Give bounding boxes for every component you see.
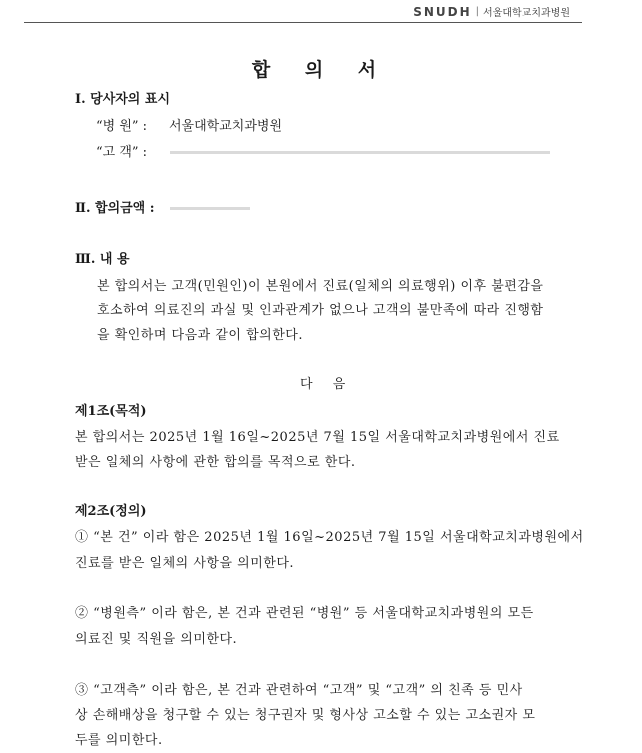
article-1-line-2: 받은 일체의 사항에 관한 합의를 목적으로 한다. <box>75 455 356 470</box>
article-1-line-1: 본 합의서는 2025년 1월 16일~2025년 7월 15일 서울대학교치과병원에서 진료 <box>75 430 560 445</box>
letterhead <box>413 4 570 19</box>
header-rule <box>24 22 582 23</box>
article-2-item-2-line-2: 의료진 및 직원을 의미한다. <box>75 632 238 647</box>
hospital-value: 서울대학교치과병원 <box>169 119 283 134</box>
article-2-item-3-line-1: ③ “고객측” 이라 함은, 본 건과 관련하여 “고객” 및 “고객” 의 친족 등 민사 <box>75 683 523 698</box>
document-title: 합 의 서 <box>251 59 391 81</box>
article-2-item-1-line-2: 진료를 받은 일체의 사항을 의미한다. <box>75 556 295 571</box>
article-2-item-2-line-1: ② “병원측” 이라 함은, 본 건과 관련된 “병원” 등 서울대학교치과병원의 모든 <box>75 606 534 621</box>
redacted-amount <box>170 207 250 210</box>
hospital-logo: SNUDH <box>413 4 472 19</box>
article-1-heading: 제1조(목적) <box>75 404 147 419</box>
next-heading: 다 음 <box>300 377 354 392</box>
client-label: “고 객” : <box>96 145 148 160</box>
content-line-3: 을 확인하며 다음과 같이 합의한다. <box>97 328 303 343</box>
header-separator: | <box>475 6 480 17</box>
content-line-2: 호소하여 의료진의 과실 및 인과관계가 없으나 고객의 불만족에 따라 진행함 <box>97 303 544 318</box>
section-2-heading: Ⅱ. 합의금액 : <box>75 201 155 216</box>
article-2-item-3-line-3: 두를 의미한다. <box>75 733 163 748</box>
hospital-label: “병 원” : <box>96 119 148 134</box>
article-2-heading: 제2조(정의) <box>75 504 147 519</box>
section-1-heading: Ⅰ. 당사자의 표시 <box>75 92 171 107</box>
content-line-1: 본 합의서는 고객(민원인)이 본원에서 진료(일체의 의료행위) 이후 불편감을 <box>97 279 544 294</box>
redacted-client-info <box>170 151 550 154</box>
article-2-item-3-line-2: 상 손해배상을 청구할 수 있는 청구권자 및 형사상 고소할 수 있는 고소권자 모 <box>75 708 536 723</box>
section-3-heading: Ⅲ. 내 용 <box>75 252 130 267</box>
header-hospital-name: 서울대학교치과병원 <box>483 8 570 19</box>
article-2-item-1-line-1: ① “본 건” 이라 함은 2025년 1월 16일~2025년 7월 15일 서울대학교치과병원에서 <box>75 530 584 545</box>
